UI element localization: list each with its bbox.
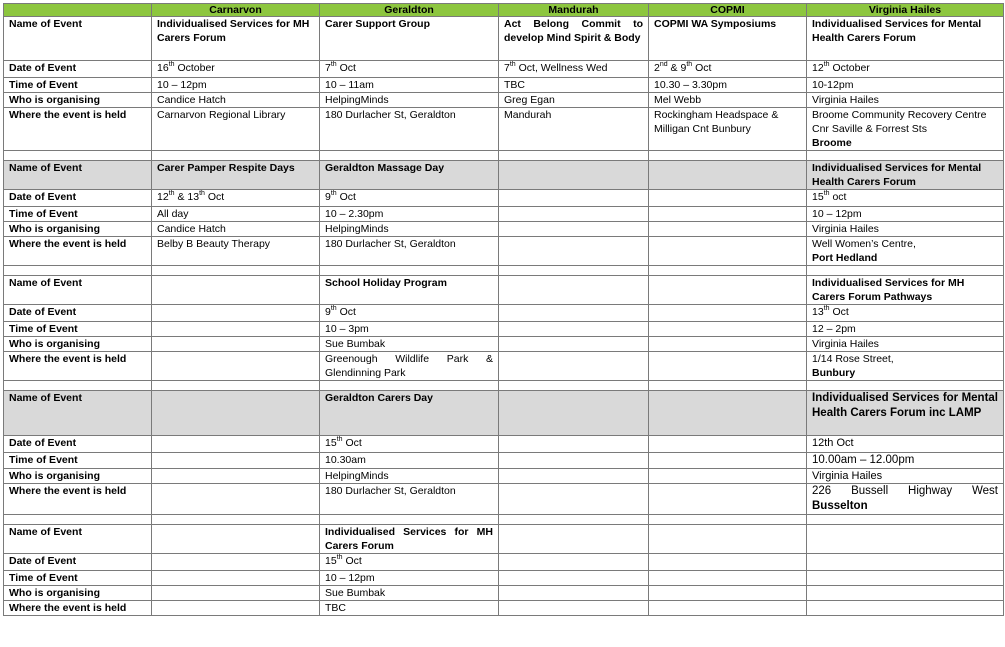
event-date-cell: 15th Oct xyxy=(320,436,499,453)
venue-cell: 180 Durlacher St, Geraldton xyxy=(320,108,499,151)
empty-cell xyxy=(649,554,807,571)
organiser-cell: Virginia Hailes xyxy=(807,222,1004,237)
empty-cell xyxy=(499,207,649,222)
header-geraldton: Geraldton xyxy=(320,4,499,17)
empty-cell xyxy=(499,391,649,436)
venue-cell: Greenough Wildlife Park & Glendinning Park xyxy=(320,352,499,381)
event-name-cell: Individualised Services for Mental Health Carers Forum xyxy=(807,161,1004,190)
header-virginia-hailes: Virginia Hailes xyxy=(807,4,1004,17)
table-row xyxy=(4,352,1004,381)
empty-cell xyxy=(152,305,320,322)
event-time-cell: 10.30am xyxy=(320,453,499,469)
event-date-cell: 12th October xyxy=(807,61,1004,78)
empty-cell xyxy=(499,337,649,352)
empty-cell xyxy=(499,222,649,237)
venue-line: Rockingham Headspace & xyxy=(654,109,779,121)
row-label: Time of Event xyxy=(4,453,152,469)
empty-cell xyxy=(649,436,807,453)
organiser-cell: HelpingMinds xyxy=(320,469,499,484)
table-row xyxy=(4,337,1004,352)
empty-cell xyxy=(499,276,649,305)
empty-cell xyxy=(649,237,807,266)
table-row xyxy=(4,108,1004,151)
venue-line: 1/14 Rose Street, xyxy=(812,353,894,365)
empty-cell xyxy=(152,525,320,554)
empty-cell xyxy=(499,305,649,322)
empty-cell xyxy=(152,436,320,453)
event-date-cell: 9th Oct xyxy=(320,305,499,322)
row-label: Name of Event xyxy=(4,391,152,436)
organiser-cell: Virginia Hailes xyxy=(807,93,1004,108)
spacer-row xyxy=(4,381,1004,391)
table-row xyxy=(4,453,1004,469)
event-name-cell: Individualised Services for Mental Health Carers Forum inc LAMP xyxy=(807,391,1004,436)
empty-cell xyxy=(499,237,649,266)
row-label: Date of Event xyxy=(4,305,152,322)
table-row xyxy=(4,237,1004,266)
row-label: Who is organising xyxy=(4,222,152,237)
table-row xyxy=(4,61,1004,78)
empty-cell xyxy=(152,276,320,305)
empty-cell xyxy=(649,222,807,237)
event-time-cell: 10 – 2.30pm xyxy=(320,207,499,222)
row-label: Name of Event xyxy=(4,17,152,61)
event-time-cell: 12 – 2pm xyxy=(807,322,1004,337)
empty-cell xyxy=(152,586,320,601)
empty-cell xyxy=(649,391,807,436)
event-date-cell: 7th Oct, Wellness Wed xyxy=(499,61,649,78)
venue-line: Busselton xyxy=(812,500,868,512)
empty-cell xyxy=(649,190,807,207)
empty-cell xyxy=(649,276,807,305)
table-row xyxy=(4,78,1004,93)
event-name-cell: COPMI WA Symposiums xyxy=(649,17,807,61)
empty-cell xyxy=(152,322,320,337)
venue-cell xyxy=(649,108,807,151)
event-date-cell: 9th Oct xyxy=(320,190,499,207)
empty-cell xyxy=(152,391,320,436)
row-label: Who is organising xyxy=(4,337,152,352)
table-row xyxy=(4,207,1004,222)
event-name-cell: Individualised Services for Mental Health Carers Forum xyxy=(807,17,1004,61)
venue-cell xyxy=(807,484,1004,515)
event-time-cell: 10 – 12pm xyxy=(807,207,1004,222)
event-name-cell: Geraldton Carers Day xyxy=(320,391,499,436)
event-time-cell: All day xyxy=(152,207,320,222)
organiser-cell: HelpingMinds xyxy=(320,222,499,237)
event-name-cell: Individualised Services for MH Carers Forum xyxy=(320,525,499,554)
row-label: Name of Event xyxy=(4,525,152,554)
venue-cell: 180 Durlacher St, Geraldton xyxy=(320,484,499,515)
table-row xyxy=(4,93,1004,108)
row-label: Where the event is held xyxy=(4,108,152,151)
spacer-row xyxy=(4,151,1004,161)
empty-cell xyxy=(649,161,807,190)
spacer-row xyxy=(4,515,1004,525)
row-label: Name of Event xyxy=(4,161,152,190)
empty-cell xyxy=(499,554,649,571)
event-date-cell: 15th oct xyxy=(807,190,1004,207)
row-label: Who is organising xyxy=(4,93,152,108)
row-label: Where the event is held xyxy=(4,237,152,266)
empty-cell xyxy=(499,453,649,469)
empty-cell xyxy=(807,586,1004,601)
venue-line: Broome xyxy=(812,137,852,149)
empty-cell xyxy=(499,161,649,190)
row-label: Where the event is held xyxy=(4,352,152,381)
events-table xyxy=(3,3,1004,616)
organiser-cell: Candice Hatch xyxy=(152,222,320,237)
empty-cell xyxy=(499,469,649,484)
event-time-cell: 10 – 3pm xyxy=(320,322,499,337)
row-label: Date of Event xyxy=(4,61,152,78)
event-time-cell: 10.30 – 3.30pm xyxy=(649,78,807,93)
empty-cell xyxy=(807,525,1004,554)
empty-cell xyxy=(499,322,649,337)
empty-cell xyxy=(499,352,649,381)
organiser-cell: HelpingMinds xyxy=(320,93,499,108)
empty-cell xyxy=(152,453,320,469)
organiser-cell: Sue Bumbak xyxy=(320,337,499,352)
venue-cell: TBC xyxy=(320,601,499,616)
event-time-cell: 10 – 12pm xyxy=(320,571,499,586)
row-label: Name of Event xyxy=(4,276,152,305)
table-row xyxy=(4,305,1004,322)
table-row xyxy=(4,17,1004,61)
row-label: Time of Event xyxy=(4,207,152,222)
organiser-cell: Sue Bumbak xyxy=(320,586,499,601)
row-label: Date of Event xyxy=(4,436,152,453)
organiser-cell: Candice Hatch xyxy=(152,93,320,108)
organiser-cell: Greg Egan xyxy=(499,93,649,108)
event-date-cell: 15th Oct xyxy=(320,554,499,571)
venue-cell xyxy=(807,237,1004,266)
event-time-cell: 10.00am – 12.00pm xyxy=(807,453,1004,469)
event-name-cell: Individualised Services for MH Carers Forum Pathways xyxy=(807,276,1004,305)
table-row xyxy=(4,525,1004,554)
empty-cell xyxy=(649,322,807,337)
event-date-cell: 2nd & 9th Oct xyxy=(649,61,807,78)
empty-cell xyxy=(152,554,320,571)
empty-cell xyxy=(807,601,1004,616)
table-row xyxy=(4,222,1004,237)
event-date-cell: 7th Oct xyxy=(320,61,499,78)
empty-cell xyxy=(649,469,807,484)
header-blank xyxy=(4,4,152,17)
empty-cell xyxy=(807,571,1004,586)
empty-cell xyxy=(152,601,320,616)
empty-cell xyxy=(499,190,649,207)
event-date-cell: 12th & 13th Oct xyxy=(152,190,320,207)
event-name-cell: Carer Pamper Respite Days xyxy=(152,161,320,190)
row-label: Date of Event xyxy=(4,554,152,571)
row-label: Time of Event xyxy=(4,78,152,93)
empty-cell xyxy=(152,337,320,352)
table-row xyxy=(4,322,1004,337)
event-time-cell: 10 – 11am xyxy=(320,78,499,93)
empty-cell xyxy=(499,571,649,586)
venue-line: Bunbury xyxy=(812,367,856,379)
table-row xyxy=(4,190,1004,207)
table-row xyxy=(4,436,1004,453)
organiser-cell: Virginia Hailes xyxy=(807,337,1004,352)
venue-line: 226 Bussell Highway West xyxy=(812,485,998,497)
event-date-cell: 12th Oct xyxy=(807,436,1004,453)
venue-line: Port Hedland xyxy=(812,252,878,264)
table-row xyxy=(4,469,1004,484)
venue-cell xyxy=(807,352,1004,381)
header-carnarvon: Carnarvon xyxy=(152,4,320,17)
venue-cell: 180 Durlacher St, Geraldton xyxy=(320,237,499,266)
empty-cell xyxy=(649,586,807,601)
row-label: Time of Event xyxy=(4,322,152,337)
event-name-cell: Individualised Services for MH Carers Forum xyxy=(152,17,320,61)
table-row xyxy=(4,276,1004,305)
venue-cell: Mandurah xyxy=(499,108,649,151)
row-label: Where the event is held xyxy=(4,484,152,515)
empty-cell xyxy=(649,571,807,586)
header-copmi: COPMI xyxy=(649,4,807,17)
empty-cell xyxy=(152,484,320,515)
row-label: Who is organising xyxy=(4,469,152,484)
venue-line: Cnr Saville & Forrest Sts xyxy=(812,123,927,135)
table-row xyxy=(4,571,1004,586)
row-label: Time of Event xyxy=(4,571,152,586)
spacer-row xyxy=(4,266,1004,276)
venue-line: Milligan Cnt Bunbury xyxy=(654,123,751,135)
event-date-cell: 16th October xyxy=(152,61,320,78)
venue-cell: Carnarvon Regional Library xyxy=(152,108,320,151)
event-name-cell: Act Belong Commit to develop Mind Spirit & Body xyxy=(499,17,649,61)
event-time-cell: 10-12pm xyxy=(807,78,1004,93)
row-label: Who is organising xyxy=(4,586,152,601)
event-time-cell: 10 – 12pm xyxy=(152,78,320,93)
empty-cell xyxy=(152,469,320,484)
venue-line: Broome Community Recovery Centre xyxy=(812,109,987,121)
empty-cell xyxy=(807,554,1004,571)
organiser-cell: Mel Webb xyxy=(649,93,807,108)
empty-cell xyxy=(649,453,807,469)
empty-cell xyxy=(499,525,649,554)
header-mandurah: Mandurah xyxy=(499,4,649,17)
empty-cell xyxy=(152,571,320,586)
table-row xyxy=(4,484,1004,515)
event-name-cell: School Holiday Program xyxy=(320,276,499,305)
empty-cell xyxy=(152,352,320,381)
venue-cell: Belby B Beauty Therapy xyxy=(152,237,320,266)
empty-cell xyxy=(649,337,807,352)
venue-line: Well Women’s Centre, xyxy=(812,238,916,250)
empty-cell xyxy=(649,305,807,322)
event-date-cell: 13th Oct xyxy=(807,305,1004,322)
empty-cell xyxy=(649,484,807,515)
empty-cell xyxy=(649,525,807,554)
empty-cell xyxy=(649,352,807,381)
empty-cell xyxy=(499,586,649,601)
table-row xyxy=(4,554,1004,571)
table-row xyxy=(4,161,1004,190)
table-row xyxy=(4,586,1004,601)
row-label: Where the event is held xyxy=(4,601,152,616)
empty-cell xyxy=(649,601,807,616)
event-name-cell: Geraldton Massage Day xyxy=(320,161,499,190)
event-time-cell: TBC xyxy=(499,78,649,93)
row-label: Date of Event xyxy=(4,190,152,207)
empty-cell xyxy=(499,601,649,616)
table-row xyxy=(4,601,1004,616)
empty-cell xyxy=(649,207,807,222)
empty-cell xyxy=(499,484,649,515)
venue-cell xyxy=(807,108,1004,151)
organiser-cell: Virginia Hailes xyxy=(807,469,1004,484)
table-row xyxy=(4,391,1004,436)
event-name-cell: Carer Support Group xyxy=(320,17,499,61)
header-row xyxy=(4,4,1004,17)
empty-cell xyxy=(499,436,649,453)
